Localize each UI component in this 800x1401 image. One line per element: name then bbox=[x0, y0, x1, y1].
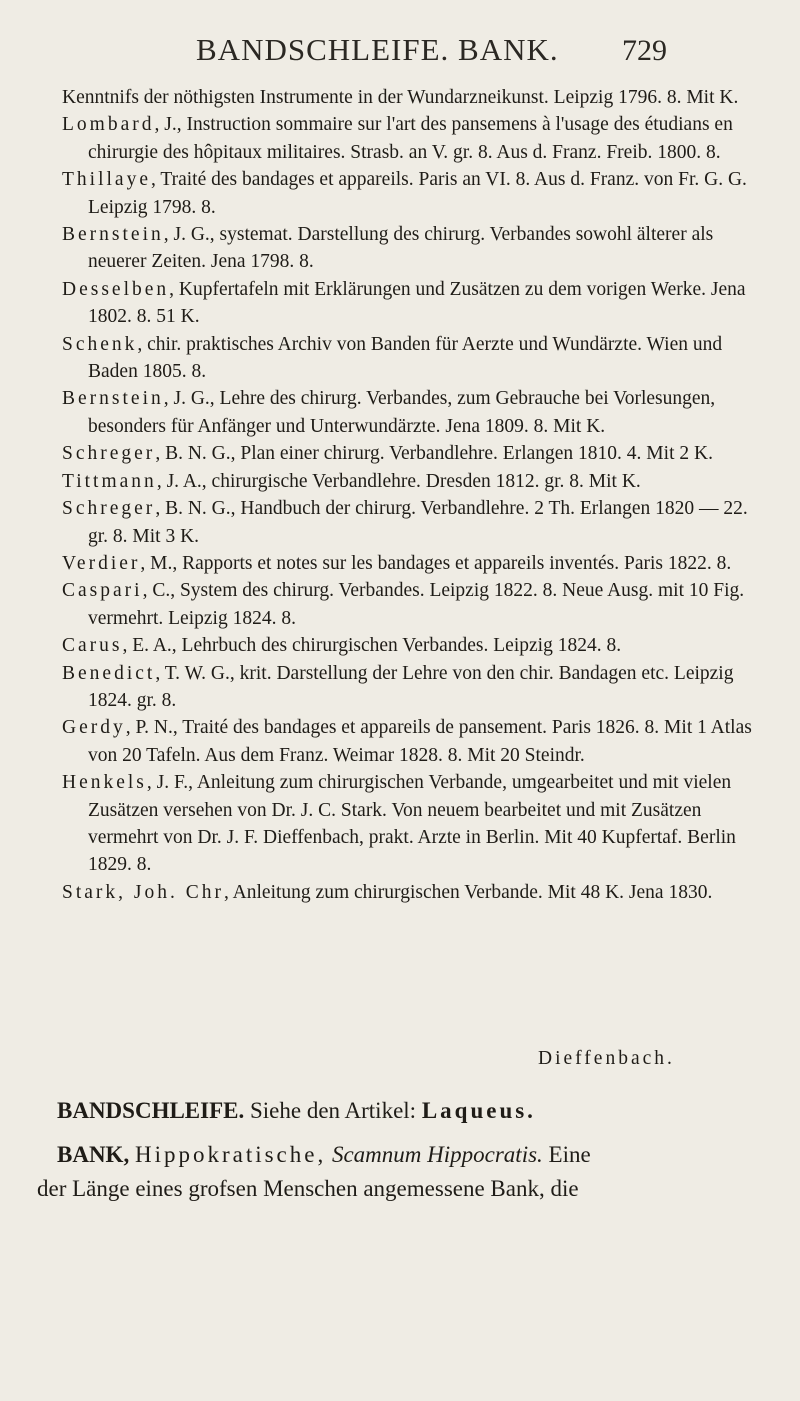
bibliography-entry bbox=[62, 166, 762, 221]
entry-text: , B. N. G., Handbuch der chirurg. Verbandlehre. 2 Th. Erlangen 1820 — 22. gr. 8. Mit 3 K. bbox=[88, 498, 748, 547]
bibliography-entry bbox=[62, 84, 762, 111]
article-first-line bbox=[37, 1138, 767, 1172]
author-signature: Dieffenbach. bbox=[538, 1048, 675, 1069]
entry-text: , chir. praktisches Archiv von Banden für Aerzte und Wundärzte. Wien und Baden 1805. 8. bbox=[88, 333, 723, 383]
entry-text: Kenntnifs der nöthigsten Instrumente in der Wundarzneikunst. Leipzig 1796. 8. Mit K. bbox=[62, 87, 739, 108]
entry-text: , J. F., Anleitung zum chirurgischen Verbande, umgearbeitet und mit vielen Zusätzen versehen von Dr. J. C. Stark. Von neuem bearbeitet und mit Zusätzen vermehrt von Dr. J. F. Dieffenbach, prakt. Arzte in Berlin. Mit 40 Kupfertaf. Berlin 1829. 8. bbox=[88, 772, 736, 876]
entry-author: Gerdy bbox=[62, 717, 126, 739]
article-bandschleife bbox=[57, 1094, 787, 1128]
bibliography-entry bbox=[62, 276, 762, 331]
bibliography-entry bbox=[62, 879, 762, 906]
entry-text: , C., System des chirurg. Verbandes. Leipzig 1822. 8. Neue Ausg. mit 10 Fig. vermehrt. Leipzig 1824. 8. bbox=[88, 580, 745, 629]
entry-author: Carus bbox=[62, 635, 123, 657]
entry-text: , Anleitung zum chirurgischen Verbande. Mit 48 K. Jena 1830. bbox=[224, 881, 713, 903]
bibliography-entry bbox=[62, 468, 762, 495]
entry-author: Schreger bbox=[62, 498, 156, 520]
page-header bbox=[0, 32, 800, 72]
entry-author: Schreger bbox=[62, 443, 156, 465]
bibliography-entry bbox=[62, 495, 762, 550]
entry-text: , J., Instruction sommaire sur l'art des pansemens à l'usage des étudians en chirurgie des hôpitaux militaires. Strasb. an V. gr. 8. Aus d. Franz. Freib. 1800. 8. bbox=[88, 114, 733, 163]
entry-text: , Traité des bandages et appareils. Paris an VI. 8. Aus d. Franz. von Fr. G. G. Leipzig 1798. 8. bbox=[88, 169, 747, 218]
entry-text: , J. G., Lehre des chirurg. Verbandes, zum Gebrauche bei Vorlesungen, besonders für Anfänger und Unterwundärzte. Jena 1809. 8. Mit K. bbox=[88, 388, 716, 437]
bibliography-entry bbox=[62, 331, 762, 386]
entry-author: Bernstein bbox=[62, 224, 164, 246]
page-number: 729 bbox=[622, 34, 667, 67]
bibliography-entry bbox=[62, 769, 762, 879]
entry-author: Thillaye bbox=[62, 169, 151, 191]
bibliography-entry bbox=[62, 660, 762, 715]
article-bank bbox=[37, 1138, 767, 1206]
entry-author: Tittmann bbox=[62, 470, 157, 492]
entry-author: Verdier bbox=[62, 552, 141, 574]
bibliography-entry bbox=[62, 577, 762, 632]
article-headword: BANK, bbox=[57, 1142, 130, 1167]
entry-text: , T. W. G., krit. Darstellung der Lehre von den chir. Bandagen etc. Leipzig 1824. gr. 8. bbox=[88, 662, 734, 711]
article-continuation-line: der Länge eines grofsen Menschen angemessene Bank, die bbox=[37, 1176, 579, 1201]
article-subheadword: Hippokratische, bbox=[134, 1142, 327, 1167]
article-headword: BANDSCHLEIFE. bbox=[57, 1098, 245, 1123]
entry-author: Caspari bbox=[62, 580, 143, 602]
latin-term: Scamnum Hippocratis. bbox=[331, 1142, 543, 1167]
entry-author: Desselben bbox=[62, 278, 170, 300]
bibliography-entry bbox=[62, 632, 762, 659]
entry-author: Bernstein bbox=[62, 388, 164, 410]
bibliography-entry bbox=[62, 111, 762, 166]
running-head: BANDSCHLEIFE. BANK. bbox=[196, 32, 559, 67]
entry-text: , P. N., Traité des bandages et appareils de pansement. Paris 1826. 8. Mit 1 Atlas von 20 Tafeln. Aus dem Franz. Weimar 1828. 8. Mit 20 Steindr. bbox=[88, 717, 752, 766]
entry-author: Schenk bbox=[62, 333, 138, 355]
entry-author: Lombard bbox=[62, 114, 155, 136]
bibliography-entry bbox=[62, 385, 762, 440]
entry-text: , J. G., systemat. Darstellung des chirurg. Verbandes sowohl älterer als neuerer Zeiten. Jena 1798. 8. bbox=[88, 224, 714, 273]
cross-reference-link[interactable]: Laqueus. bbox=[421, 1098, 536, 1123]
entry-author: Benedict bbox=[62, 662, 156, 684]
bibliography-entry bbox=[62, 714, 762, 769]
entry-text: , M., Rapports et notes sur les bandages et appareils inventés. Paris 1822. 8. bbox=[140, 552, 732, 574]
article-text: Siehe den Artikel: bbox=[249, 1098, 417, 1123]
bibliography-list bbox=[62, 84, 762, 906]
entry-text: , E. A., Lehrbuch des chirurgischen Verbandes. Leipzig 1824. 8. bbox=[122, 635, 622, 657]
entry-author: Henkels bbox=[62, 772, 147, 794]
bibliography-entry bbox=[62, 550, 762, 577]
entry-text: , B. N. G., Plan einer chirurg. Verbandlehre. Erlangen 1810. 4. Mit 2 K. bbox=[155, 443, 713, 465]
entry-author: Stark, Joh. Chr bbox=[62, 881, 224, 903]
entry-text: , Kupfertafeln mit Erklärungen und Zusätzen zu dem vorigen Werke. Jena 1802. 8. 51 K. bbox=[88, 278, 746, 328]
article-text: Eine bbox=[548, 1142, 591, 1167]
bibliography-entry bbox=[62, 440, 762, 467]
entry-text: , J. A., chirurgische Verbandlehre. Dresden 1812. gr. 8. Mit K. bbox=[156, 470, 641, 492]
bibliography-entry bbox=[62, 221, 762, 276]
